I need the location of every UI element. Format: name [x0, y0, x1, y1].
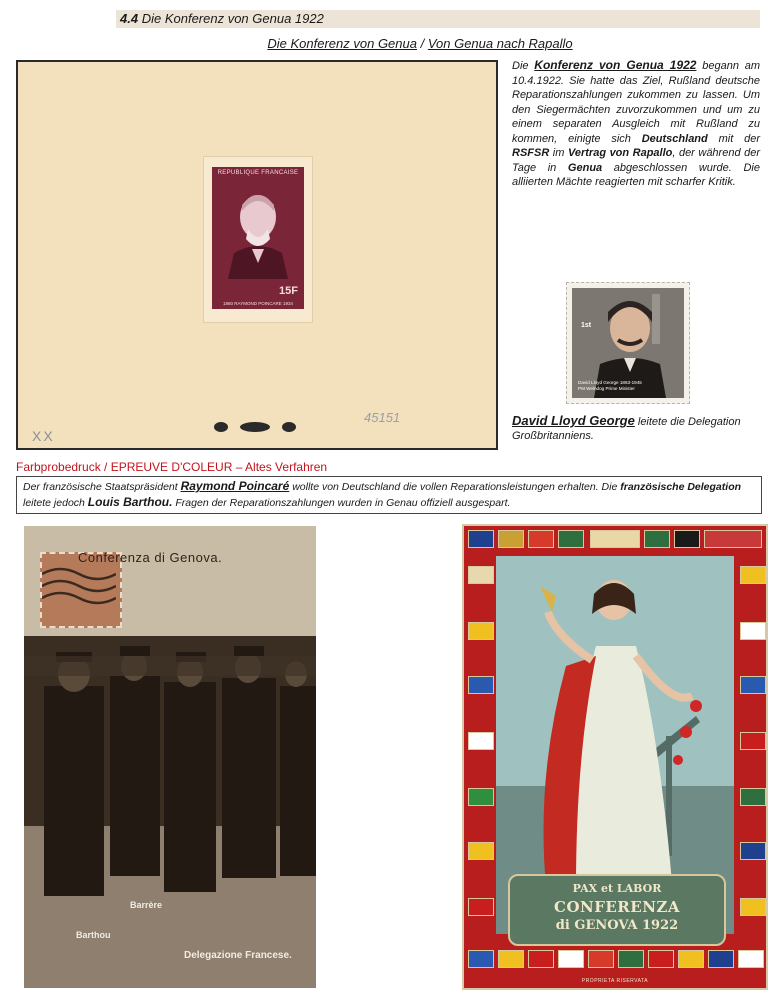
- flag: [740, 842, 766, 860]
- section-number: 4.4: [120, 11, 139, 26]
- flag: [468, 950, 494, 968]
- flag: [468, 788, 494, 806]
- flag: [740, 788, 766, 806]
- flag: [468, 676, 494, 694]
- stamp-legend: 1860 RAYMOND POINCARE 1934: [223, 301, 293, 306]
- genova-label: di GENOVA 1922: [555, 918, 679, 933]
- flag: [740, 898, 766, 916]
- para-keyword-rsfsr: RSFSR: [512, 147, 550, 159]
- lloyd-george-caption: [512, 414, 760, 443]
- stamp-caption: [578, 380, 642, 392]
- label-delegation: Delegazione Francese.: [184, 950, 292, 961]
- flag-genova-crest: [590, 530, 640, 548]
- flag: [678, 950, 704, 968]
- subtitle-part1: Die Konferenz von Genua: [267, 36, 417, 51]
- pax-et-labor: PAX et LABOR: [572, 882, 662, 895]
- intro-paragraph: [512, 58, 760, 190]
- flag: [704, 530, 762, 548]
- flag: [528, 530, 554, 548]
- proof-heading: Farbprobedruck / EPREUVE D'COLEUR – Altes Verfahren: [16, 460, 328, 474]
- label-barthou: Barthou: [76, 930, 111, 940]
- flag: [618, 950, 644, 968]
- french-delegation-postcard: [24, 526, 316, 988]
- label-barrere: Barrère: [130, 900, 163, 910]
- flag: [644, 530, 670, 548]
- flag: [468, 842, 494, 860]
- barthou-name: Louis Barthou.: [87, 495, 173, 509]
- poincare-text-box: [16, 476, 762, 514]
- poincare-portrait-icon: [224, 183, 292, 279]
- flag: [528, 950, 554, 968]
- crowd-figures-icon: [24, 616, 316, 916]
- para-keyword-genua: Genua: [567, 161, 603, 174]
- para-text: mit der: [707, 132, 760, 145]
- postcard-title: Conferenza di Genova.: [78, 550, 223, 565]
- stamp-caption-line: David Lloyd George 1863-1945: [578, 380, 642, 385]
- page-subtitle: [200, 36, 640, 51]
- lloyd-george-name: David Lloyd George: [512, 413, 635, 428]
- flag: [468, 732, 494, 750]
- stamp-caption-line: PM Welndog Prime Minister: [578, 386, 635, 391]
- para-keyword-deutschland: Deutschland: [641, 132, 708, 145]
- section-header: [116, 10, 760, 28]
- punch-hole: [214, 422, 228, 432]
- punch-hole: [240, 422, 270, 432]
- flag: [468, 622, 494, 640]
- box-text: wollte von Deutschland die vollen Reparationsleistungen erhalten. Die: [289, 481, 621, 493]
- para-text: abgeschlossen wurde. Die alliierten Mächte reagierten mit scharfer Kritik.: [512, 161, 760, 188]
- poster-footer: PROPRIETA RISERVATA: [581, 978, 649, 984]
- pencil-note: 45151: [364, 410, 401, 425]
- para-keyword-conference: Konferenz von Genua 1922: [534, 58, 697, 72]
- stamp-proof-sheet: [16, 60, 498, 450]
- conferenza-label: CONFERENZA: [554, 898, 680, 916]
- flag: [468, 530, 494, 548]
- conferenza-poster: [462, 524, 768, 990]
- poincare-name: Raymond Poincaré: [180, 479, 290, 493]
- box-text: leitete jedoch: [23, 497, 88, 509]
- caption-text: leitete die Delegation Großbritanniens.: [512, 416, 741, 442]
- flag: [738, 950, 764, 968]
- lloyd-george-stamp: [566, 282, 690, 404]
- flag: [708, 950, 734, 968]
- flag: [558, 530, 584, 548]
- french-delegation: französische Delegation: [620, 481, 742, 493]
- conferenza-banner: [508, 874, 726, 946]
- flag: [498, 950, 524, 968]
- flag: [648, 950, 674, 968]
- flag: [588, 950, 614, 968]
- para-keyword-rapallo: Vertrag von Rapallo: [567, 147, 673, 159]
- box-text: Der französische Staatspräsident: [23, 481, 181, 493]
- flag: [498, 530, 524, 548]
- section-title: Die Konferenz von Genua 1922: [141, 11, 324, 26]
- stamp-value: 15F: [279, 285, 298, 297]
- stamp-country-name: REPUBLIQUE FRANCAISE: [217, 170, 299, 176]
- flag: [468, 898, 494, 916]
- para-text: , der während der Tage in: [512, 147, 760, 174]
- box-text: Fragen der Reparationszahlungen wurden in Genau offiziell ausgespart.: [172, 497, 511, 509]
- flag: [558, 950, 584, 968]
- flag: [740, 622, 766, 640]
- subtitle-separator: /: [416, 36, 428, 51]
- flag: [674, 530, 700, 548]
- para-text: im: [549, 147, 568, 159]
- punch-hole: [282, 422, 296, 432]
- poincare-stamp-design: [212, 167, 304, 309]
- para-text: begann am 10.4.1922. Sie hatte das Ziel, Rußland deutsche Reparationszahlungen zukommen zu lassen. Um den Siegermächten zuvorzukommen und um zu einem separaten Ausgleich mit Rußland zu kommen, einigte sich: [512, 60, 760, 145]
- stamp-value: 1st: [581, 322, 592, 329]
- flag: [468, 566, 494, 584]
- subtitle-part2: Von Genua nach Rapallo: [427, 36, 573, 51]
- proof-marks: XX: [32, 428, 55, 444]
- flag: [740, 676, 766, 694]
- lloyd-george-stamp-image: [572, 288, 684, 398]
- flag: [740, 732, 766, 750]
- flag: [740, 566, 766, 584]
- para-text: Die: [512, 60, 535, 72]
- proof-stamp-frame: [203, 156, 313, 323]
